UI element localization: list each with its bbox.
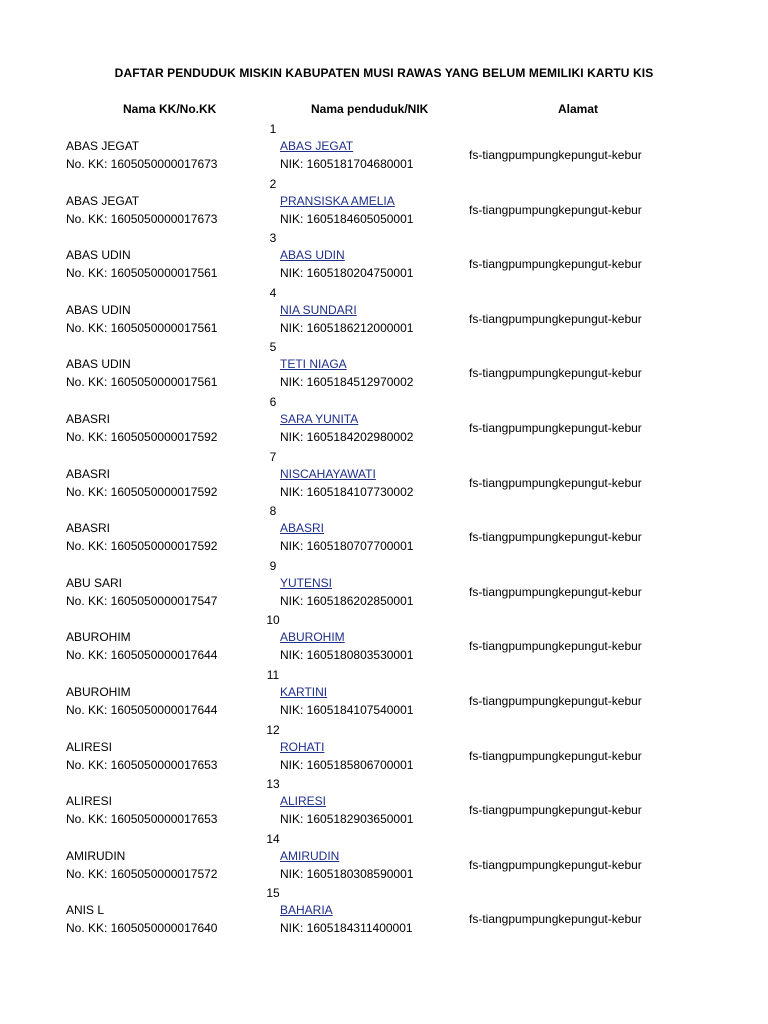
address: fs-tiangpumpungkepungut-kebur [469, 420, 642, 435]
kk-name: ALIRESI [66, 739, 113, 754]
kk-number: No. KK: 1605050000017592 [66, 539, 218, 554]
kk-number: No. KK: 1605050000017592 [66, 429, 218, 444]
resident-name-link[interactable]: NISCAHAYAWATI [280, 466, 376, 481]
row-number: 14 [266, 831, 280, 846]
row-number: 4 [269, 285, 277, 300]
row-number: 15 [266, 886, 280, 901]
resident-nik: NIK: 1605180707700001 [280, 539, 414, 554]
resident-nik: NIK: 1605184311400001 [280, 921, 413, 936]
resident-name-link[interactable]: ABUROHIM [280, 630, 345, 645]
resident-name-link[interactable]: ABAS JEGAT [280, 139, 354, 153]
row-number: 9 [269, 558, 277, 573]
address: fs-tiangpumpungkepungut-kebur [469, 857, 642, 872]
resident-name-link[interactable]: ABASRI [280, 521, 325, 536]
kk-name: ABAS JEGAT [66, 139, 140, 153]
row-number: 10 [266, 613, 280, 628]
row-number: 11 [266, 667, 280, 682]
address: fs-tiangpumpungkepungut-kebur [469, 202, 642, 217]
address: fs-tiangpumpungkepungut-kebur [469, 257, 642, 272]
column-header-penduduk: Nama penduduk/NIK [311, 102, 429, 116]
kk-name: ABASRI [66, 411, 111, 426]
list-item [0, 448, 768, 503]
list-item [0, 284, 768, 339]
row-number: 12 [266, 722, 280, 737]
kk-number: No. KK: 1605050000017561 [66, 266, 218, 281]
list-item [0, 557, 768, 612]
resident-name-link[interactable]: ROHATI [280, 739, 325, 754]
resident-name-link[interactable]: KARTINI [280, 684, 328, 699]
resident-name-link[interactable]: TETI NIAGA [280, 357, 347, 372]
kk-name: ABUROHIM [66, 630, 131, 645]
resident-name-link[interactable]: ABAS UDIN [280, 248, 345, 263]
row-number: 6 [269, 394, 277, 409]
address: fs-tiangpumpungkepungut-kebur [469, 584, 642, 599]
kk-name: ABASRI [66, 521, 111, 536]
list-item [0, 175, 768, 230]
list-item [0, 338, 768, 393]
row-number: 1 [269, 122, 277, 136]
kk-number: No. KK: 1605050000017673 [66, 157, 218, 171]
kk-number: No. KK: 1605050000017592 [66, 484, 218, 499]
kk-name: ABAS UDIN [66, 357, 131, 372]
address: fs-tiangpumpungkepungut-kebur [469, 803, 642, 818]
list-item [0, 611, 768, 666]
resident-nik: NIK: 1605184605050001 [280, 211, 414, 226]
address: fs-tiangpumpungkepungut-kebur [469, 475, 642, 490]
kk-name: ALIRESI [66, 794, 113, 809]
page-title: DAFTAR PENDUDUK MISKIN KABUPATEN MUSI RAWAS YANG BELUM MEMILIKI KARTU KIS [114, 66, 654, 80]
kk-name: ABAS UDIN [66, 302, 131, 317]
row-number: 3 [269, 231, 277, 246]
list-item [0, 393, 768, 448]
list-item [0, 721, 768, 776]
resident-nik: NIK: 1605181704680001 [280, 157, 414, 171]
kk-name: ABUROHIM [66, 684, 131, 699]
resident-nik: NIK: 1605186212000001 [280, 320, 414, 335]
kk-number: No. KK: 1605050000017640 [66, 921, 218, 936]
list-item [0, 666, 768, 721]
address: fs-tiangpumpungkepungut-kebur [469, 530, 642, 545]
resident-nik: NIK: 1605184512970002 [280, 375, 414, 390]
address: fs-tiangpumpungkepungut-kebur [469, 912, 642, 927]
resident-name-link[interactable]: NIA SUNDARI [280, 302, 357, 317]
address: fs-tiangpumpungkepungut-kebur [469, 311, 642, 326]
resident-name-link[interactable]: AMIRUDIN [280, 848, 340, 863]
kk-name: ABASRI [66, 466, 111, 481]
row-number: 13 [266, 777, 280, 792]
resident-list [0, 120, 768, 939]
kk-number: No. KK: 1605050000017673 [66, 211, 218, 226]
resident-name-link[interactable]: ALIRESI [280, 794, 327, 809]
kk-number: No. KK: 1605050000017561 [66, 320, 218, 335]
kk-name: ABU SARI [66, 575, 123, 590]
list-item [0, 502, 768, 557]
kk-name: AMIRUDIN [66, 848, 126, 863]
kk-number: No. KK: 1605050000017547 [66, 593, 218, 608]
address: fs-tiangpumpungkepungut-kebur [469, 693, 642, 708]
column-header-kk: Nama KK/No.KK [123, 102, 217, 116]
resident-nik: NIK: 1605186202850001 [280, 593, 414, 608]
resident-nik: NIK: 1605184202980002 [280, 429, 414, 444]
list-item [0, 830, 768, 885]
kk-number: No. KK: 1605050000017572 [66, 866, 218, 881]
resident-nik: NIK: 1605180308590001 [280, 866, 414, 881]
kk-number: No. KK: 1605050000017653 [66, 757, 218, 772]
resident-nik: NIK: 1605180204750001 [280, 266, 414, 281]
list-item [0, 884, 768, 939]
resident-nik: NIK: 1605185806700001 [280, 757, 414, 772]
resident-nik: NIK: 1605182903650001 [280, 812, 414, 827]
resident-nik: NIK: 1605180803530001 [280, 648, 414, 663]
row-number: 5 [269, 340, 277, 355]
column-header-alamat: Alamat [558, 102, 599, 116]
resident-name-link[interactable]: SARA YUNITA [280, 411, 359, 426]
resident-name-link[interactable]: BAHARIA [280, 903, 333, 918]
row-number: 8 [269, 504, 277, 519]
kk-number: No. KK: 1605050000017644 [66, 702, 218, 717]
kk-number: No. KK: 1605050000017653 [66, 812, 218, 827]
address: fs-tiangpumpungkepungut-kebur [469, 366, 642, 381]
list-item [0, 229, 768, 284]
resident-name-link[interactable]: YUTENSI [280, 575, 333, 590]
resident-nik: NIK: 1605184107730002 [280, 484, 414, 499]
address: fs-tiangpumpungkepungut-kebur [469, 748, 642, 763]
kk-name: ABAS JEGAT [66, 193, 140, 208]
address: fs-tiangpumpungkepungut-kebur [469, 639, 642, 654]
kk-number: No. KK: 1605050000017644 [66, 648, 218, 663]
resident-name-link[interactable]: PRANSISKA AMELIA [280, 193, 395, 208]
row-number: 7 [269, 449, 277, 464]
kk-number: No. KK: 1605050000017561 [66, 375, 218, 390]
row-number: 2 [269, 176, 277, 191]
resident-nik: NIK: 1605184107540001 [280, 702, 414, 717]
address: fs-tiangpumpungkepungut-kebur [469, 148, 642, 162]
list-item [0, 120, 768, 175]
list-item [0, 775, 768, 830]
kk-name: ANIS L [66, 903, 105, 918]
kk-name: ABAS UDIN [66, 248, 131, 263]
